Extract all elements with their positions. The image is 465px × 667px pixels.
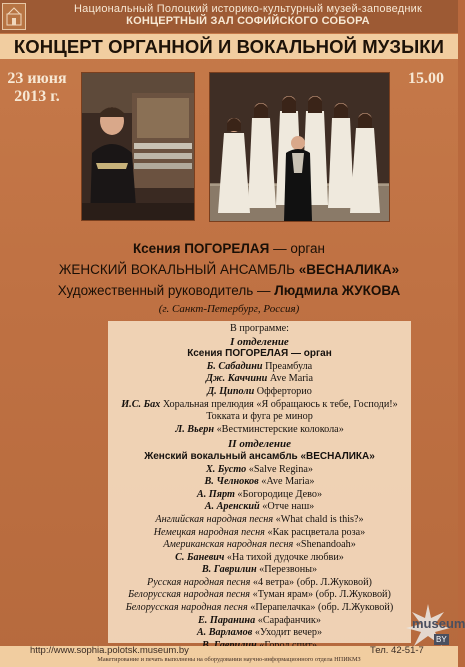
- composer: Немецкая народная песня: [153, 526, 265, 538]
- city-line: (г. Санкт-Петербург, Россия): [158, 303, 300, 315]
- program-item: [108, 464, 411, 477]
- work-title: «Перапелачка» (обр. Л.Жуковой): [247, 602, 394, 614]
- composer: Д. Циполи: [207, 385, 255, 397]
- part2-items: [108, 464, 411, 653]
- director-name: Людмила ЖУКОВА: [274, 283, 401, 298]
- part2-performer: Женский вокальный ансамбль «ВЕСНАЛИКА»: [144, 450, 375, 462]
- date-year: 2013 г.: [14, 88, 60, 105]
- program-item: [108, 411, 411, 424]
- work-title: «Вестминстерские колокола»: [214, 423, 344, 435]
- work-title: «Богородице Дево»: [234, 488, 323, 500]
- program-item: [108, 424, 411, 437]
- concert-date: [2, 70, 72, 106]
- program-item: [108, 514, 411, 527]
- composer: С. Баневич: [175, 551, 225, 563]
- program-intro: В программе:: [229, 323, 290, 334]
- program-item: [108, 501, 411, 514]
- composer: Дж. Каччини: [206, 373, 268, 385]
- program-item: [108, 361, 411, 374]
- work-title: Ave Maria: [267, 373, 313, 385]
- composer: А. Аренский: [204, 501, 260, 513]
- composer: Л. Вьерн: [175, 423, 215, 435]
- composer: А. Варламов: [196, 627, 253, 639]
- work-title: «Как расцветала роза»: [264, 526, 366, 538]
- composer: Х. Бусто: [206, 463, 247, 475]
- concert-time: 15.00: [408, 70, 444, 87]
- work-title: «Сарафанчик»: [255, 614, 321, 626]
- composer: И.С. Бах: [121, 398, 161, 410]
- ensemble-prefix: ЖЕНСКИЙ ВОКАЛЬНЫЙ АНСАМБЛЬ: [58, 262, 299, 277]
- phone-number: Тел. 42-51-7: [370, 645, 424, 656]
- logo-suffix: BY: [436, 635, 447, 644]
- composer: Е. Паранина: [198, 614, 256, 626]
- logo-text: museum: [412, 616, 465, 631]
- work-title: «4 ветра» (обр. Л.Жуковой): [250, 576, 372, 588]
- program-item: [108, 539, 411, 552]
- composer: Белорусская народная песня: [125, 602, 248, 614]
- part1-title: I отделение: [230, 335, 289, 348]
- program-item: [108, 602, 411, 615]
- organist-line: [0, 241, 458, 256]
- ensemble-name: «ВЕСНАЛИКА»: [298, 262, 400, 277]
- composer: А. Пярт: [196, 488, 235, 500]
- program-item: [108, 489, 411, 502]
- ensemble-line: [0, 262, 458, 277]
- composer: Русская народная песня: [147, 576, 251, 588]
- composer: Английская народная песня: [155, 513, 274, 525]
- work-title: «What chald is this?»: [273, 513, 364, 525]
- work-title: «На тихой дудочке любви»: [224, 551, 344, 563]
- organist-photo: [81, 72, 195, 221]
- part1-items: [108, 361, 411, 437]
- concert-title: КОНЦЕРТ ОРГАННОЙ И ВОКАЛЬНОЙ МУЗЫКИ: [13, 36, 445, 57]
- work-title: Преамбула: [262, 360, 313, 372]
- program-item: [108, 589, 411, 602]
- ensemble-photo: [209, 72, 390, 222]
- composer: Белорусская народная песня: [128, 589, 251, 601]
- hall-name: КОНЦЕРТНЫЙ ЗАЛ СОФИЙСКОГО СОБОРА: [126, 15, 370, 27]
- museum-name: Национальный Полоцкий историко-культурный музей-заповедник: [74, 3, 422, 15]
- date-day: 23 июня: [7, 70, 67, 87]
- work-title: «Ave Maria»: [258, 476, 315, 488]
- part2-title: II отделение: [228, 438, 291, 451]
- work-title: «Уходит вечер»: [252, 627, 323, 639]
- organist-role: — орган: [269, 241, 325, 256]
- program-item: [108, 615, 411, 628]
- website-link[interactable]: http://www.sophia.polotsk.museum.by: [30, 645, 189, 656]
- program-item: [108, 564, 411, 577]
- work-title: «Salve Regina»: [246, 463, 313, 475]
- print-credit: Макетирование и печать выполнены на оборудовании научно-информационного отдела НПИКМЗ: [97, 656, 361, 663]
- composer: В. Челноков: [204, 476, 259, 488]
- work-title: «Shenandoah»: [293, 539, 356, 551]
- work-title: Хоральная прелюдия «Я обращаюсь к тебе, Господи!»: [160, 398, 398, 410]
- work-title: «Перезвоны»: [256, 564, 318, 576]
- museum-emblem-icon: [2, 3, 26, 30]
- composer: В. Гаврилин: [201, 564, 257, 576]
- program-item: [108, 627, 411, 640]
- composer: Американская народная песня: [163, 539, 294, 551]
- program-item: [108, 373, 411, 386]
- director-prefix: Художественный руководитель —: [57, 283, 275, 298]
- work-title: «Туман ярам» (обр. Л.Жуковой): [250, 589, 391, 601]
- program-list: [108, 323, 411, 652]
- program-item: [108, 527, 411, 540]
- program-item: [108, 476, 411, 489]
- director-line: [0, 283, 458, 298]
- program-item: [108, 577, 411, 590]
- program-item: [108, 552, 411, 565]
- work-title: «Отче наш»: [259, 501, 315, 513]
- organist-name: Ксения ПОГОРЕЛАЯ: [133, 241, 270, 256]
- part1-performer: Ксения ПОГОРЕЛАЯ — орган: [187, 348, 332, 360]
- work-title: Токката и фуга ре минор: [206, 411, 313, 423]
- program-item: [108, 386, 411, 399]
- work-title: Офферторио: [254, 385, 312, 397]
- program-item: [108, 399, 411, 412]
- composer: Б. Сабадини: [206, 360, 263, 372]
